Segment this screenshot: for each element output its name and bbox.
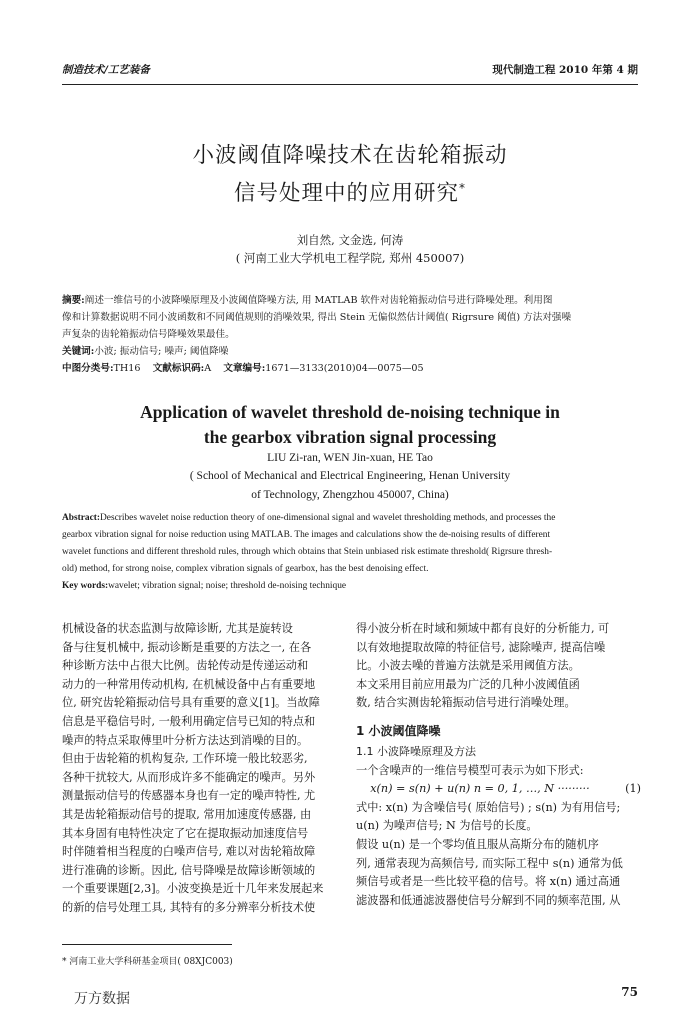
keywords-english-text: wavelet; vibration signal; noise; threshold de-noising technique (108, 581, 347, 591)
body-column-left (62, 620, 347, 918)
abstract-chinese-line: 像和计算数据说明不同小波函数和不同阈值规则的消噪效果, 得出 Stein 无偏似然估计阈值( Rigrsure 阈值) 方法对强噪 (62, 312, 572, 323)
doc-code-label: 文献标识码: (152, 363, 205, 374)
keywords-english-label: Key words: (62, 581, 109, 591)
subsection-heading-1-1: 1.1 小波降噪原理及方法 (356, 744, 476, 758)
keywords-english (62, 578, 634, 595)
body-line: 列, 通常表现为高频信号, 而实际工程中 s(n) 通常为低 (356, 856, 623, 870)
watermark-text: 万方数据 (74, 991, 130, 1007)
equation-1-text: x(n) = s(n) + u(n) n = 0, 1, …, N ········· (370, 782, 590, 796)
affiliation-english-line1: ( School of Mechanical and Electrical Engineering, Henan University (189, 470, 511, 482)
abstract-english-label: Abstract: (62, 513, 101, 523)
body-line: 数, 结合实测齿轮箱振动信号进行消噪处理。 (356, 696, 576, 710)
body-line: 动力的一种常用传动机构, 在机械设备中占有重要地 (62, 677, 316, 691)
clc-label: 中图分类号: (62, 363, 114, 374)
body-line: 其是齿轮箱振动信号的提取, 常用加速度传感器, 由 (62, 807, 312, 821)
title-english (0, 400, 700, 450)
body-line: 各种干扰较大, 从而形成许多不能确定的噪声。另外 (62, 770, 316, 784)
abstract-chinese-line: 阐述一维信号的小波降噪原理及小波阈值降噪方法, 用 MATLAB 软件对齿轮箱振动信号进行降噪处理。利用图 (84, 295, 553, 306)
classification-codes (62, 360, 632, 377)
authors-english: LIU Zi-ran, WEN Jin-xuan, HE Tao (267, 452, 433, 464)
body-line: 种诊断方法中占很大比例。齿轮传动是传递运动和 (62, 659, 309, 673)
footnote-rule (62, 944, 232, 945)
body-line: 频信号或者是一些比较平稳的信号。将 x(n) 通过高通 (356, 875, 621, 889)
body-line: 的新的信号处理工具, 其特有的多分辨率分析技术使 (62, 900, 316, 914)
body-line: 位, 研究齿轮箱振动信号具有重要的意义[1]。当故障 (62, 696, 320, 710)
body-line: 测量振动信号的传感器本身也有一定的噪声特性, 尤 (62, 789, 316, 803)
body-line: 但由于齿轮箱的机构复杂, 工作环境一般比较恶劣, (62, 752, 308, 766)
keywords-chinese-label: 关键词: (62, 346, 95, 357)
body-line: 一个重要课题[2,3]。小波变换是近十几年来发展起来 (62, 882, 324, 896)
abstract-english-line: gearbox vibration signal for noise reduction using MATLAB. The images and calculations show the de-noising results of different (62, 530, 551, 540)
abstract-english-line: wavelet functions and different threshold rules, through which obtains that Stein unbiased risk estimate threshold( Rigrsure thresh- (62, 547, 553, 557)
body-line: 备与往复机械中, 振动诊断是重要的方法之一, 在各 (62, 640, 312, 654)
article-number-label: 文章编号: (223, 363, 266, 374)
doc-code-value: A (204, 363, 212, 374)
body-line: 以有效地提取故障的特征信号, 滤除噪声, 提高信噪 (356, 640, 606, 654)
body-line: 噪声的特点采取傅里叶分析方法达到消噪的目的。 (62, 733, 309, 747)
body-line: 其本身固有电特性决定了它在提取振动加速度信号 (62, 826, 309, 840)
body-line: 式中: x(n) 为含噪信号( 原始信号) ; s(n) 为有用信号; (356, 800, 621, 814)
equation-1 (356, 780, 641, 799)
body-line: 机械设备的状态监测与故障诊断, 尤其是旋转设 (62, 622, 293, 635)
affiliation-chinese: ( 河南工业大学机电工程学院, 郑州 450007) (235, 251, 465, 265)
body-line: 一个含噪声的一维信号模型可表示为如下形式: (356, 763, 584, 777)
abstract-chinese-line: 声复杂的齿轮箱振动信号降噪效果最佳。 (62, 329, 235, 340)
keywords-chinese-text: 小波; 振动信号; 噪声; 阈值降噪 (94, 346, 229, 357)
body-line: 得小波分析在时域和频域中都有良好的分析能力, 可 (356, 622, 610, 635)
abstract-english-line: Describes wavelet noise reduction theory of one-dimensional signal and wavelet thresholding methods, and processes the (100, 513, 556, 523)
equation-1-number: (1) (625, 782, 641, 796)
body-line: 信息是平稳信号时, 一般利用确定信号已知的特点和 (62, 714, 316, 728)
running-header-journal: 现代制造工程 2010 年第 4 期 (492, 64, 638, 76)
abstract-chinese (62, 292, 632, 343)
running-header-section: 制造技术/工艺装备 (62, 64, 150, 76)
header-rule (62, 84, 638, 85)
title-chinese-line2: 信号处理中的应用研究* (233, 181, 466, 207)
body-column-right (356, 620, 641, 910)
title-chinese (0, 140, 700, 210)
body-line: 进行准确的诊断。因此, 信号降噪是故障诊断领域的 (62, 863, 316, 877)
authors-chinese: 刘自然, 文金选, 何涛 (296, 233, 404, 247)
body-line: 时伴随着相当程度的白噪声信号, 难以对齿轮箱故障 (62, 845, 316, 859)
abstract-chinese-label: 摘要: (62, 295, 85, 306)
title-footnote-mark: * (459, 181, 466, 195)
page-number: 75 (621, 985, 638, 999)
abstract-english (62, 510, 634, 578)
affiliation-english-line2: of Technology, Zhengzhou 450007, China) (251, 489, 449, 501)
body-line: 假设 u(n) 是一个零均值且服从高斯分布的随机序 (356, 837, 599, 851)
body-line: 比。小波去噪的普遍方法就是采用阈值方法。 (356, 659, 580, 673)
keywords-chinese (62, 343, 632, 360)
title-chinese-line1: 小波阈值降噪技术在齿轮箱振动 (192, 143, 508, 168)
title-english-line2: the gearbox vibration signal processing (203, 427, 497, 447)
body-line: u(n) 为噪声信号; N 为信号的长度。 (356, 819, 538, 833)
article-number-value: 1671—3133(2010)04—0075—05 (265, 363, 424, 374)
section-heading-1: 1 小波阈值降噪 (356, 723, 441, 738)
body-line: 滤波器和低通滤波器使信号分解到不同的频率范围, 从 (356, 893, 621, 907)
clc-value: TH16 (113, 363, 141, 374)
title-english-line1: Application of wavelet threshold de-noising technique in (140, 402, 560, 422)
body-line: 本文采用目前应用最为广泛的几种小波阈值函 (356, 677, 580, 691)
footnote-funding: * 河南工业大学科研基金项目( 08XJC003) (62, 957, 233, 967)
abstract-english-line: old) method, for strong noise, complex vibration signals of gearbox, has the best denoising effect. (62, 564, 429, 574)
